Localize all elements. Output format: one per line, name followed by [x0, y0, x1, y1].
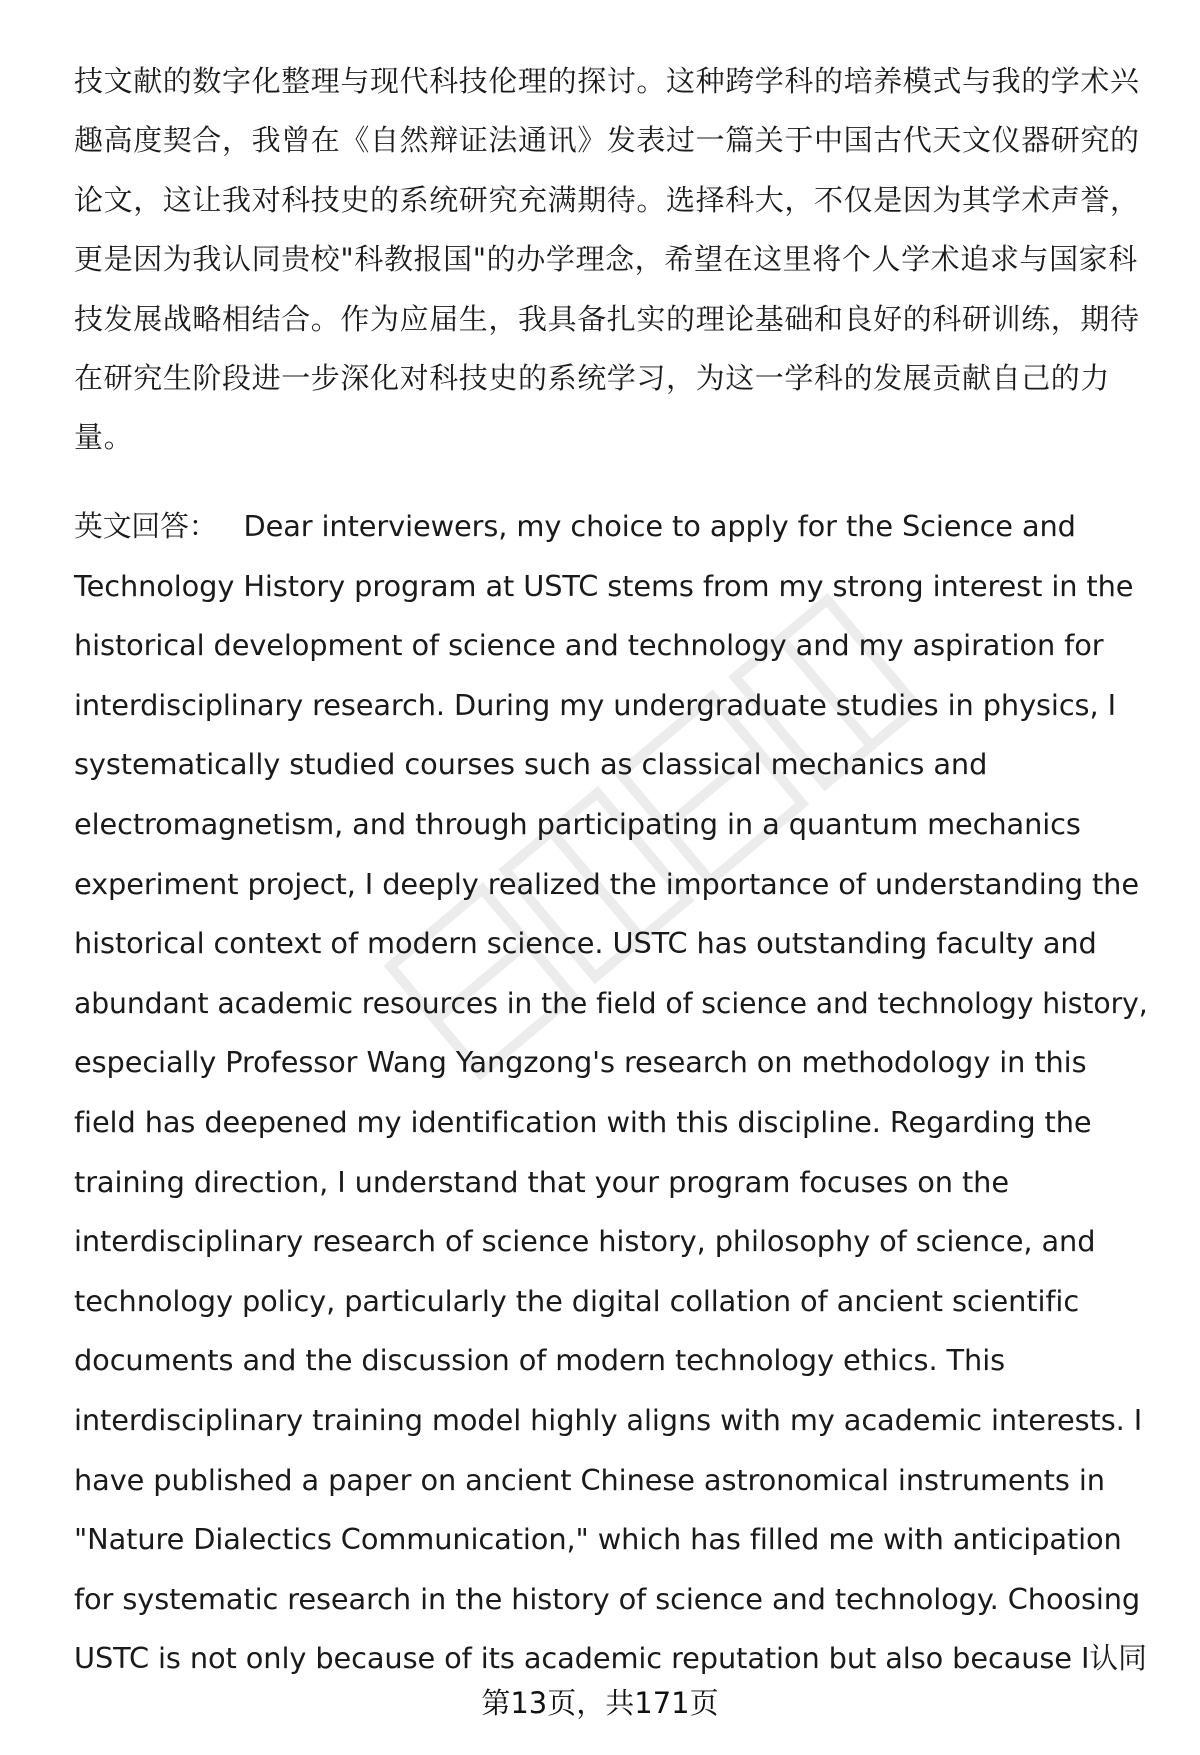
paragraph-line: field has deepened my identification with this discipline. Regarding the	[74, 1104, 1092, 1139]
paragraph-line-first	[74, 497, 1154, 557]
paragraph-line: 论文，这让我对科技史的系统研究充满期待。选择科大，不仅是因为其学术声誉，	[74, 182, 1140, 217]
paragraph-line: technology policy, particularly the digital collation of ancient scientific	[74, 1283, 1080, 1318]
paragraph-line: 趣高度契合，我曾在《自然辩证法通讯》发表过一篇关于中国古代天文仪器研究的	[74, 123, 1140, 158]
paragraph-line: interdisciplinary training model highly aligns with my academic interests. I	[74, 1402, 1143, 1437]
paragraph-line: USTC is not only because of its academic reputation but also because I认同	[74, 1641, 1147, 1676]
paragraph-line: experiment project, I deeply realized the importance of understanding the	[74, 866, 1139, 901]
paragraph-line: interdisciplinary research of science history, philosophy of science, and	[74, 1224, 1096, 1259]
paragraph-line: documents and the discussion of modern technology ethics. This	[74, 1343, 1006, 1378]
english-answer-label: 英文回答：	[74, 509, 218, 543]
paragraph-line: 在研究生阶段进一步深化对科技史的系统学习，为这一学科的发展贡献自己的力	[74, 361, 1111, 396]
paragraph-line: interdisciplinary research. During my undergraduate studies in physics, I	[74, 687, 1116, 722]
paragraph-line: for systematic research in the history of science and technology. Choosing	[74, 1581, 1141, 1616]
paragraph-line: abundant academic resources in the field of science and technology history,	[74, 986, 1148, 1020]
english-answer-paragraph	[74, 497, 1154, 1689]
paragraph-line: 技文献的数字化整理与现代科技伦理的探讨。这种跨学科的培养模式与我的学术兴	[74, 64, 1140, 98]
paragraph-line: "Nature Dialectics Communication," which has filled me with anticipation	[74, 1522, 1122, 1557]
paragraph-line: especially Professor Wang Yangzong's research on methodology in this	[74, 1045, 1087, 1080]
paragraph-line: have published a paper on ancient Chinese astronomical instruments in	[74, 1462, 1105, 1497]
chinese-answer-paragraph	[74, 52, 1154, 468]
paragraph-line: 技发展战略相结合。作为应届生，我具备扎实的理论基础和良好的科研训练，期待	[74, 301, 1140, 336]
paragraph-line: historical development of science and technology and my aspiration for	[74, 628, 1104, 663]
paragraph-line: training direction, I understand that your program focuses on the	[74, 1164, 1009, 1199]
page-number-footer: 第13页，共171页	[481, 1686, 719, 1720]
paragraph-line: systematically studied courses such as classical mechanics and	[74, 747, 988, 782]
paragraph-line: 量。	[74, 420, 134, 455]
paragraph-line-text: Dear interviewers, my choice to apply for the Science and	[243, 509, 1076, 543]
paragraph-line: Technology History program at USTC stems from my strong interest in the	[74, 568, 1134, 603]
paragraph-line: electromagnetism, and through participating in a quantum mechanics	[74, 806, 1081, 841]
paragraph-line: 更是因为我认同贵校"科教报国"的办学理念，希望在这里将个人学术追求与国家科	[74, 242, 1138, 277]
paragraph-line: historical context of modern science. USTC has outstanding faculty and	[74, 926, 1097, 961]
